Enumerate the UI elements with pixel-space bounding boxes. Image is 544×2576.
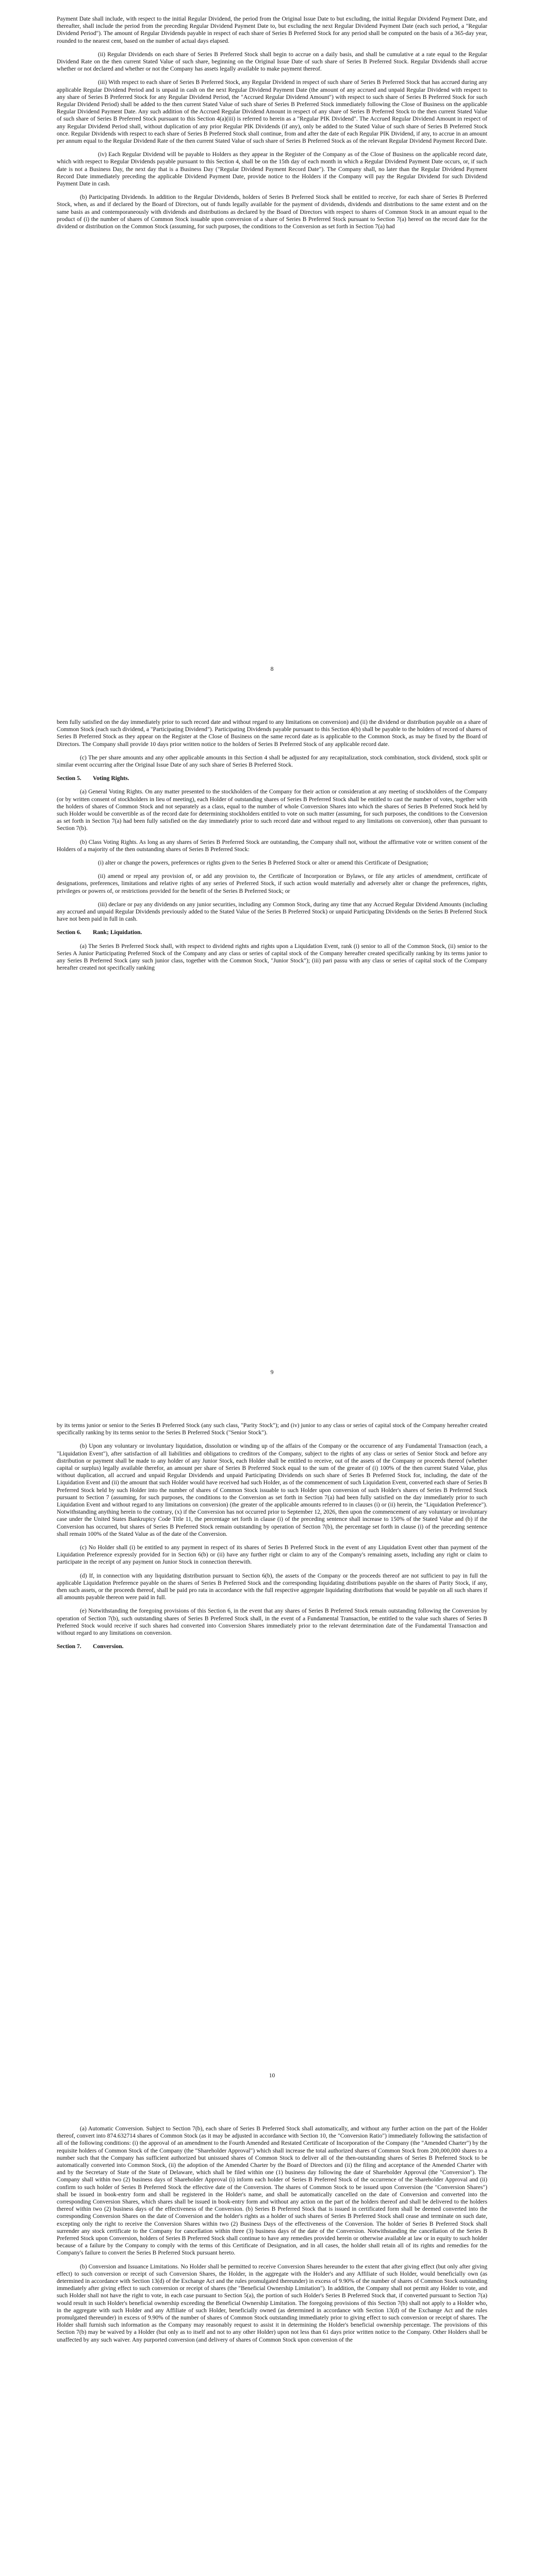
- section-title: Rank; Liquidation.: [93, 929, 142, 936]
- paragraph: Payment Date shall include, with respect to the initial Regular Dividend, the period from the Original Issue Date to but excluding, the initial Regular Dividend Payment Date, and thereafter, shall include the period from the preceding Regular Dividend Payment Date to, but excluding the next Regular Dividend Payment Date (each such period, a "Regular Dividend Period"). The amount of Regular Dividends payable in respect of each share of Series B Preferred Stock for any period shall be computed on the basis of a 365-day year, rounded to the nearest cent, based on the number of actual days elapsed.: [57, 15, 487, 44]
- paragraph: (c) No Holder shall (i) be entitled to any payment in respect of its shares of Series B Preferred Stock in the event of any Liquidation Event other than payment of the Liquidation Preference expressly provided for in Section 6(b) or (ii) have any further right or claim to any of the Company's remaining assets, including any right or claim to participate in the receipt of any payment on Junior Stock in connection therewith.: [57, 1544, 487, 1566]
- section-heading: [57, 929, 487, 936]
- document-page-2: [0, 703, 544, 1406]
- document-page-1: [0, 0, 544, 703]
- paragraph: (b) Upon any voluntary or involuntary liquidation, dissolution or winding up of the affairs of the Company or the occurrence of any Fundamental Transaction (each, a "Liquidation Event"), after satisfaction of all liabilities and obligations to creditors of the Company, subject to the rights of any class or series of Senior Stock and before any distribution or payment shall be made to any holder of any Junior Stock, each Holder shall be entitled to receive, out of the assets of the Company or proceeds thereof (whether capital or surplus) legally available therefor, an amount per share of Series B Preferred Stock equal to the sum of the greater of (i) 100% of the then current Stated Value, plus without duplication, all accrued and unpaid Regular Dividends and unpaid Participating Dividends on such share of Series B Preferred Stock for, including, the date of the Liquidation Event and (ii) the amount that such Holder would have received had such Holder, as of the commencement of such Liquidation Event, converted each share of Series B Preferred Stock held by such Holder into the number of shares of Common Stock issuable to such Holder upon conversion of such Holder's shares of Series B Preferred Stock pursuant to Section 7 (assuming, for such purposes, the conditions to the Conversion as set forth in Section 7(a) had been fully satisfied on the day immediately prior to such Liquidation Event and without regard to any limitations on conversion) (the greater of the applicable amounts referred to in clauses (i) or (ii) herein, the "Liquidation Preference"). Notwithstanding anything herein to the contrary, (x) if the Conversion has not occurred prior to September 12, 2026, then upon the commencement of any voluntary or involuntary case under the United States Bankruptcy Code Title 11, the percentage set forth in clause (i) of the preceding sentence shall increase to 150% of the Stated Value and (b) if the Conversion has occurred, but shares of Series B Preferred Stock remain outstanding by operation of Section 7(b), the percentage set forth in clause (i) of the preceding sentence shall remain 100% of the Stated Value as of the date of the Conversion.: [57, 1443, 487, 1537]
- paragraph: (d) If, in connection with any liquidating distribution pursuant to Section 6(b), the assets of the Company or the proceeds thereof are not sufficient to pay in full the applicable Liquidation Preference payable on the shares of Series B Preferred Stock and the corresponding liquidating distributions payable on the shares of Parity Stock, if any, then such assets, or the proceeds thereof, shall be paid pro rata in accordance with the full respective aggregate liquidating distributions that would be payable on all such shares if all amounts payable thereon were paid in full.: [57, 1572, 487, 1601]
- paragraph: (b) Participating Dividends. In addition to the Regular Dividends, holders of Series B Preferred Stock shall be entitled to receive, for each share of Series B Preferred Stock, when, as and if declared by the Board of Directors, out of funds legally available for the payment of dividends, dividends and distributions to the same extent and on the same basis as and contemporaneously with dividends and distributions as declared by the Board of Directors with respect to shares of Common Stock in an amount equal to the product of (i) the number of shares of Common Stock issuable upon conversion of a share of Series B Preferred Stock pursuant to Section 7(a) hereof on the record date for the dividend or distribution on the Common Stock (assuming, for such purposes, the conditions to the Conversion as set forth in Section 7(a) had: [57, 194, 487, 230]
- page-2-content: [57, 719, 487, 972]
- paragraph: (iii) declare or pay any dividends on any junior securities, including any Common Stock, during any time that any Accrued Regular Dividend Amounts (including any accrued and unpaid Regular Dividends previously added to the Stated Value of the Series B Preferred Stock) or unpaid Participating Dividends on the Series B Preferred Stock have not been paid in full in cash.: [57, 901, 487, 923]
- section-number: Section 7.: [57, 1643, 81, 1650]
- paragraph: (i) alter or change the powers, preferences or rights given to the Series B Preferred Stock or alter or amend this Certificate of Designation;: [98, 859, 428, 867]
- paragraph: (ii) Regular Dividends on each share of Series B Preferred Stock shall begin to accrue on a daily basis, and shall be cumulative at a rate equal to the Regular Dividend Rate on the then current Stated Value of such share, beginning on the Original Issue Date of such share of Series B Preferred Stock. Regular Dividends shall accrue whether or not declared and whether or not the Company has assets legally available to make payment thereof.: [57, 50, 487, 73]
- paragraph: (b) Class Voting Rights. As long as any shares of Series B Preferred Stock are outstanding, the Company shall not, without the affirmative vote or written consent of the Holders of a majority of the then outstanding shares of Series B Preferred Stock:: [57, 838, 487, 853]
- page-4-content: [57, 2125, 487, 2344]
- paragraph: (a) Automatic Conversion. Subject to Section 7(b), each share of Series B Preferred Stock shall automatically, and without any further action on the part of the Holder thereof, convert into 874.632714 shares of Common Stock (as it may be adjusted in accordance with Section 10, the "Conversion Ratio") immediately following the satisfaction of all of the following conditions: (i) the approval of an amendment to the Fourth Amended and Restated Certificate of Incorporation of the Company (the "Amended Charter") by the requisite holders of Common Stock of the Company (the "Shareholder Approval") which shall increase the total authorized shares of Common Stock from 200,000,000 shares to a number such that the Company has sufficient authorized but unissued shares of Common Stock to deliver all of the then-outstanding shares of Series B Preferred Stock to be automatically converted into Common Stock, (ii) the adoption of the Amended Charter by the Board of Directors and (ii) the filing and acceptance of the Amended Charter with and by the Secretary of State of the State of Delaware, which shall be filed within one (1) business day following the date of Shareholder Approval (the "Conversion"). The Company shall within two (2) business days of Shareholder Approval (i) inform each holder of Series B Preferred Stock of the occurrence of the Shareholder Approval and (ii) confirm to such holder of Series B Preferred Stock the effective date of the Conversion. The shares of Common Stock to be issued upon Conversion (the "Conversion Shares") shall be issued in book-entry form and shall be registered in the Holder's name, and shall be automatically cancelled on the date of Conversion and converted into the corresponding Conversion Shares, which shares shall be issued in book-entry form and without any action on the part of the holders thereof and shall be delivered to the holders thereof within two (2) business days of the effectiveness of the Conversion. (b) Series B Preferred Stock that is issued in certificated form shall be deemed converted into the corresponding Conversion Shares on the date of Conversion and the holder's rights as a holder of such shares of Series B Preferred Stock shall cease and terminate on such date, excepting only the right to receive the Conversion Shares within two (2) Business Days of the effectiveness of the Conversion. The holder of Series B Preferred Stock shall surrender any stock certificate to the Company for cancellation within three (3) business days of the date of the Conversion. Notwithstanding the cancellation of the Series B Preferred Stock upon Conversion, holders of Series B Preferred Stock shall continue to have any remedies provided herein or otherwise available at law or in equity to such holder because of a failure by the Company to comply with the terms of this Certificate of Designation, and in all cases, the holder shall retain all of its rights and remedies for the Company's failure to convert the Series B Preferred Stock pursuant hereto.: [57, 2125, 487, 2257]
- section-number: Section 6.: [57, 929, 81, 936]
- section-title: Conversion.: [93, 1643, 124, 1650]
- page-number: 8: [270, 666, 274, 672]
- paragraph: (e) Notwithstanding the foregoing provisions of this Section 6, in the event that any shares of Series B Preferred Stock remain outstanding following the Conversion by operation of Section 7(b), such outstanding shares of Series B Preferred Stock shall, in the event of a Fundamental Transaction, be entitled to the value such shares of Series B Preferred Stock would receive if such shares had converted into Conversion Shares immediately prior to the relevant determination date of the Fundamental Transaction and without regard to any limitations on conversion.: [57, 1607, 487, 1637]
- paragraph: (iii) With respect to each share of Series B Preferred Stock, any Regular Dividend in respect of such share of Series B Preferred Stock that has accrued during any applicable Regular Dividend Period and is unpaid in cash on the next Regular Dividend Payment Date (the amount of any accrued and unpaid Regular Dividend with respect to any share of Series B Preferred Stock for any Regular Dividend Period, the "Accrued Regular Dividend Amount") with respect to such share of Series B Preferred Stock for such Regular Dividend Period) shall be added to the then current Stated Value of such share of Series B Preferred Stock immediately following the Close of Business on the applicable Regular Dividend Payment Date. Any such addition of the Accrued Regular Dividend Amount in respect of any share of Series B Preferred Stock to the then current Stated Value of such share of Series B Preferred Stock pursuant to this Section 4(a)(iii) is referred to herein as a "Regular PIK Dividend". The Accrued Regular Dividend Amount in respect of any Regular Dividend Period shall, without duplication of any prior Regular PIK Dividends (if any), only be added to the Stated Value of such share of Series B Preferred Stock once. Regular Dividends with respect to each share of Series B Preferred Stock shall continue, from and after the date of each Regular PIK Dividend, if any, to accrue in an amount per annum equal to the Regular Dividend Rate of the then current Stated Value of such share of Series B Preferred Stock as of the relevant Regular Dividend Payment Record Date.: [57, 79, 487, 145]
- document-page-3: [0, 1406, 544, 2110]
- paragraph: by its terms junior or senior to the Series B Preferred Stock (any such class, "Parity Stock"); and (iv) junior to any class or series of capital stock of the Company hereafter created specifically ranking by its terms senior to the Series B Preferred Stock ("Senior Stock").: [57, 1422, 487, 1436]
- paragraph: (c) The per share amounts and any other applicable amounts in this Section 4 shall be adjusted for any recapitalization, stock combination, stock dividend, stock split or similar event occurring after the Original Issue Date of any such share of Series B Preferred Stock.: [57, 754, 487, 769]
- paragraph: (ii) amend or repeal any provision of, or add any provision to, the Certificate of Incorporation or Bylaws, or file any articles of amendment, certificate of designations, preferences, limitations and relative rights of any series of Preferred Stock, if such action would materially and adversely alter or change the preferences, rights, privileges or powers of, or restrictions provided for the benefit of the Series B Preferred Stock; or: [57, 873, 487, 894]
- page-3-content: [57, 1422, 487, 1650]
- paragraph: (a) General Voting Rights. On any matter presented to the stockholders of the Company for their action or consideration at any meeting of stockholders of the Company (or by written consent of stockholders in lieu of meeting), each Holder of outstanding shares of Series B Preferred Stock shall be entitled to cast the number of votes, together with the holders of shares of Common Stock and not separately as a class, equal to the number of whole Conversion Shares into which the shares of Series B Preferred Stock held by such Holder would be convertible as of the record date for determining stockholders entitled to vote on such matter (assuming, for such purposes, the conditions to the Conversion as set forth in Section 7(a) had been fully satisfied on the day immediately prior to such record date and without regard to any limitations on conversion), other than pursuant to Section 7(b).: [57, 788, 487, 832]
- document-page-4: [0, 2110, 544, 2576]
- section-heading: [57, 1643, 487, 1650]
- paragraph: (a) The Series B Preferred Stock shall, with respect to dividend rights and rights upon a Liquidation Event, rank (i) senior to all of the Common Stock, (ii) senior to the Series A Junior Participating Preferred Stock of the Company and any class or series of capital stock of the Company hereafter created specifically ranking by its terms junior to any Series B Preferred Stock (any such junior class, together with the Common Stock, "Junior Stock"); (iii) pari passu with any class or series of capital stock of the Company hereafter created not specifically ranking: [57, 942, 487, 972]
- paragraph: (b) Conversion and Issuance Limitations. No Holder shall be permitted to receive Conversion Shares hereunder to the extent that after giving effect (but only after giving effect) to such conversion or receipt of such Conversion Shares, the Holder, in the aggregate with the Holder's and any Affiliate of such Holder, would beneficially own (as determined in accordance with Section 13(d) of the Exchange Act and the rules promulgated thereunder) in excess of 9.90% of the number of shares of Common Stock outstanding immediately after giving effect to such conversion or receipt of shares (the "Beneficial Ownership Limitation"). In addition, the Company shall not permit any Holder to vote, and such Holder shall not have the right to vote, in each case pursuant to Section 5(a), the portion of such Holder's Series B Preferred Stock that, if converted pursuant to Section 7(a) would result in such Holder's beneficial ownership exceeding the Beneficial Ownership Limitation. The foregoing provisions of this Section 7(b) shall not apply to a Holder who, in the aggregate with such Holder and any Affiliate of such Holder, beneficially owned (as determined in accordance with Section 13(d) of the Exchange Act and the rules promulgated thereunder) in excess of 9.90% of the number of shares of Common Stock outstanding immediately prior to giving effect to such conversion or receipt of shares. The Holder shall furnish such information as the Company may reasonably request to assist it in determining the Holder's beneficial ownership percentage. The provisions of this Section 7(b) may be waived by a Holder (but only as to itself and not to any other Holder) upon not less than 61 days prior written notice to the Company. Other Holders shall be unaffected by any such waiver. Any purported conversion (and delivery of shares of Common Stock upon conversion of the: [57, 2263, 487, 2343]
- section-title: Voting Rights.: [93, 775, 129, 782]
- paragraph: (iv) Each Regular Dividend will be payable to Holders as they appear in the Register of the Company as of the Close of Business on the applicable record date, which with respect to Regular Dividends payable pursuant to this Section 4, shall be on the 15th day of each month in which a Regular Dividend Payment Date occurs, or, if such date is not a Business Day, the next day that is a Business Day ("Regular Dividend Payment Record Date"). The Company shall, no later than the Regular Dividend Payment Record Date immediately preceding the applicable Dividend Payment Date, provide notice to the Holders if the Company will pay the Regular Dividend for such Dividend Payment Date in cash.: [57, 151, 487, 188]
- paragraph: been fully satisfied on the day immediately prior to such record date and without regard to any limitations on conversion) and (ii) the dividend or distribution payable on a share of Common Stock (each such dividend, a "Participating Dividend"). Participating Dividends payable pursuant to this Section 4(b) shall be payable to the holders of record of shares of Series B Preferred Stock as they appear on the Register at the Close of Business on the same record date as is applicable to the Common Stock, as may be fixed by the Board of Directors. The Company shall provide 10 days prior written notice to the holders of Series B Preferred Stock of any applicable record date.: [57, 719, 487, 748]
- section-heading: [57, 775, 487, 782]
- page-1-content: [57, 15, 487, 230]
- page-number: 9: [270, 1369, 274, 1376]
- section-number: Section 5.: [57, 775, 81, 782]
- page-number: 10: [269, 2072, 275, 2079]
